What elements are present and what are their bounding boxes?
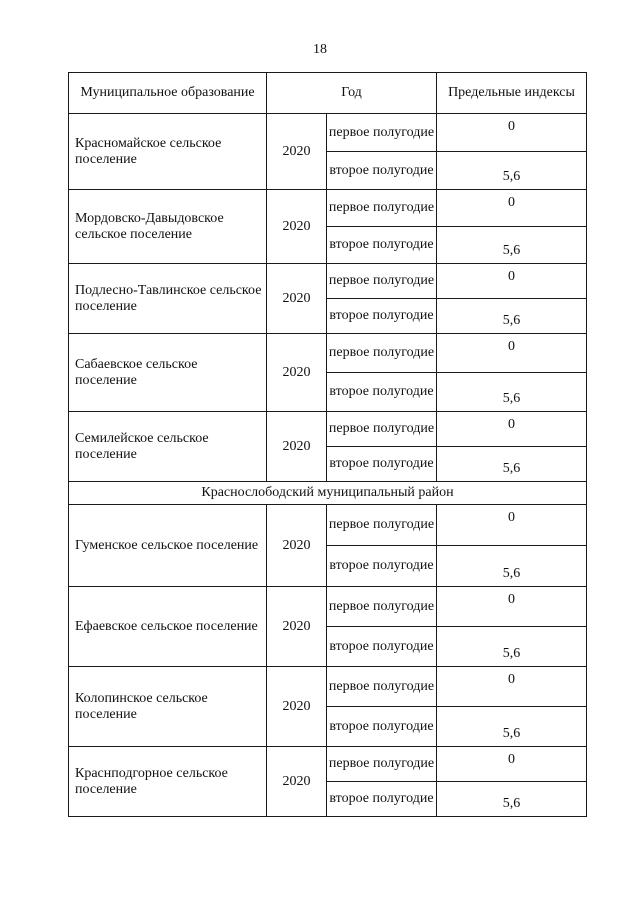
municipality-name: Гуменское сельское поселение — [69, 505, 267, 587]
municipality-name: Сабаевское сельское поселение — [69, 334, 267, 412]
second-half-label: второе полугодие — [327, 227, 437, 264]
header-municipality: Муниципальное образование — [69, 73, 267, 114]
year-value: 2020 — [267, 505, 327, 587]
municipality-name: Семилейское сельское поселение — [69, 412, 267, 482]
second-half-value: 5,6 — [437, 707, 587, 747]
first-half-value: 0 — [437, 505, 587, 546]
year-value: 2020 — [267, 747, 327, 817]
district-row — [69, 482, 587, 505]
table-row — [69, 334, 587, 373]
first-half-label: первое полугодие — [327, 190, 437, 227]
header-year: Год — [267, 73, 437, 114]
table-row — [69, 190, 587, 227]
year-value: 2020 — [267, 587, 327, 667]
first-half-value: 0 — [437, 114, 587, 152]
first-half-label: первое полугодие — [327, 264, 437, 299]
second-half-value: 5,6 — [437, 782, 587, 817]
header-index: Предельные индексы — [437, 73, 587, 114]
municipality-name: Колопинское сельское поселение — [69, 667, 267, 747]
second-half-value: 5,6 — [437, 627, 587, 667]
municipality-name: Краснподгорное сельское поселение — [69, 747, 267, 817]
table-row — [69, 667, 587, 707]
first-half-label: первое полугодие — [327, 334, 437, 373]
table-row — [69, 747, 587, 782]
first-half-label: первое полугодие — [327, 587, 437, 627]
table-row — [69, 412, 587, 447]
municipality-name: Мордовско-Давыдовское сельское поселение — [69, 190, 267, 264]
second-half-label: второе полугодие — [327, 299, 437, 334]
second-half-value: 5,6 — [437, 447, 587, 482]
first-half-value: 0 — [437, 334, 587, 373]
second-half-value: 5,6 — [437, 227, 587, 264]
municipality-name: Подлесно-Тавлинское сельское поселение — [69, 264, 267, 334]
second-half-label: второе полугодие — [327, 707, 437, 747]
second-half-label: второе полугодие — [327, 373, 437, 412]
second-half-value: 5,6 — [437, 373, 587, 412]
second-half-label: второе полугодие — [327, 447, 437, 482]
settlements-group-1 — [69, 114, 587, 482]
first-half-value: 0 — [437, 412, 587, 447]
municipality-name: Красномайское сельское поселение — [69, 114, 267, 190]
year-value: 2020 — [267, 412, 327, 482]
second-half-value: 5,6 — [437, 152, 587, 190]
first-half-label: первое полугодие — [327, 505, 437, 546]
year-value: 2020 — [267, 334, 327, 412]
table-row — [69, 114, 587, 152]
second-half-label: второе полугодие — [327, 546, 437, 587]
first-half-value: 0 — [437, 587, 587, 627]
table-row — [69, 264, 587, 299]
first-half-value: 0 — [437, 747, 587, 782]
municipality-name: Ефаевское сельское поселение — [69, 587, 267, 667]
year-value: 2020 — [267, 264, 327, 334]
year-value: 2020 — [267, 114, 327, 190]
first-half-label: первое полугодие — [327, 667, 437, 707]
table-row — [69, 587, 587, 627]
table-row — [69, 505, 587, 546]
first-half-label: первое полугодие — [327, 412, 437, 447]
second-half-value: 5,6 — [437, 299, 587, 334]
second-half-label: второе полугодие — [327, 152, 437, 190]
second-half-value: 5,6 — [437, 546, 587, 587]
first-half-value: 0 — [437, 190, 587, 227]
page-number: 18 — [313, 42, 327, 57]
second-half-label: второе полугодие — [327, 782, 437, 817]
year-value: 2020 — [267, 190, 327, 264]
first-half-label: первое полугодие — [327, 747, 437, 782]
district-title: Краснослободский муниципальный район — [69, 482, 587, 505]
first-half-value: 0 — [437, 264, 587, 299]
settlements-group-2 — [69, 505, 587, 817]
year-value: 2020 — [267, 667, 327, 747]
first-half-label: первое полугодие — [327, 114, 437, 152]
tariff-index-table — [68, 72, 587, 817]
table-header-row — [69, 73, 587, 114]
second-half-label: второе полугодие — [327, 627, 437, 667]
first-half-value: 0 — [437, 667, 587, 707]
